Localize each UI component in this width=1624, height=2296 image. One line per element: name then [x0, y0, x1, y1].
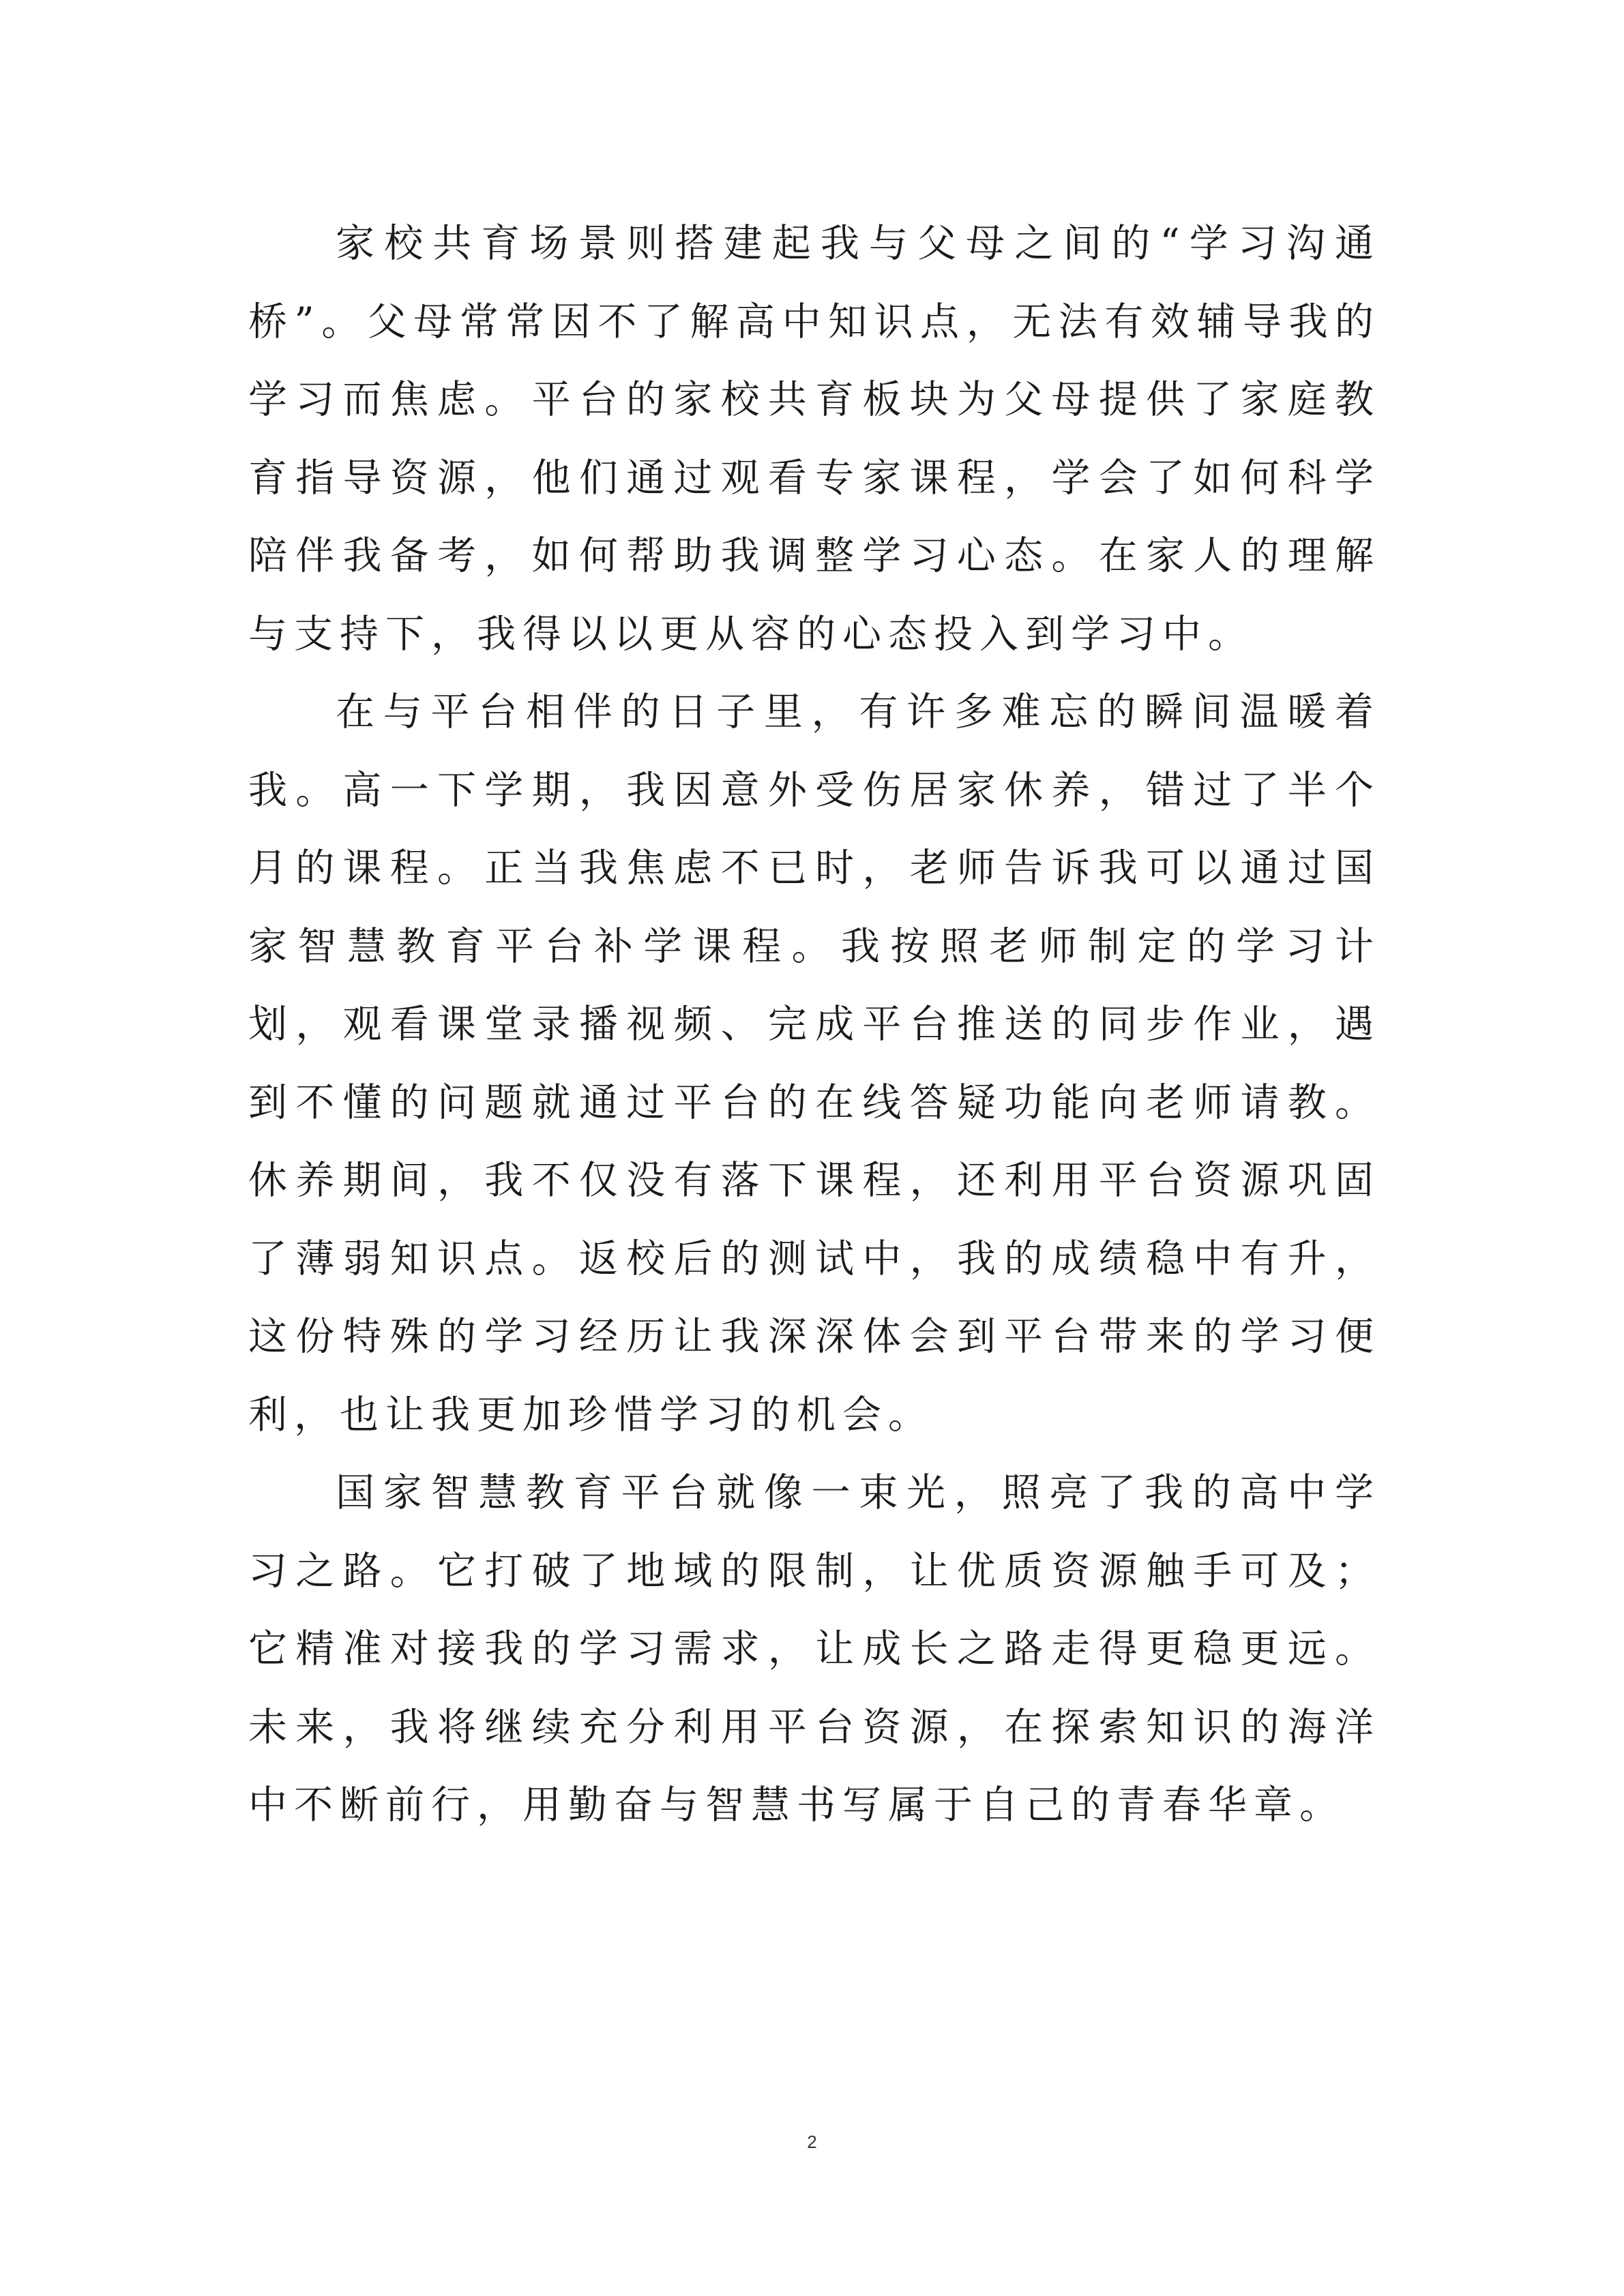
- body-text: [248, 205, 1381, 1845]
- page-number: 2: [807, 2132, 817, 2152]
- paragraph-conclusion: 国家智慧教育平台就像一束光，照亮了我的高中学习之路。它打破了地域的限制，让优质资源触手可及；它精准对接我的学习需求，让成长之路走得更稳更远。未来，我将继续充分利用平台资源，在探索知识的海洋中不断前行，用勤奋与智慧书写属于自己的青春华章。: [248, 1470, 1381, 1828]
- paragraph-memorable-moments: 在与平台相伴的日子里，有许多难忘的瞬间温暖着我。高一下学期，我因意外受伤居家休养，错过了半个月的课程。正当我焦虑不已时，老师告诉我可以通过国家智慧教育平台补学课程。我按照老师制定的学习计划，观看课堂录播视频、完成平台推送的同步作业，遇到不懂的问题就通过平台的在线答疑功能向老师请教。休养期间，我不仅没有落下课程，还利用平台资源巩固了薄弱知识点。返校后的测试中，我的成绩稳中有升，这份特殊的学习经历让我深深体会到平台带来的学习便利，也让我更加珍惜学习的机会。: [248, 689, 1381, 1437]
- paragraph-home-school: 家校共育场景则搭建起我与父母之间的“学习沟通桥”。父母常常因不了解高中知识点，无法有效辅导我的学习而焦虑。平台的家校共育板块为父母提供了家庭教育指导资源，他们通过观看专家课程，学会了如何科学陪伴我备考，如何帮助我调整学习心态。在家人的理解与支持下，我得以以更从容的心态投入到学习中。: [248, 221, 1381, 657]
